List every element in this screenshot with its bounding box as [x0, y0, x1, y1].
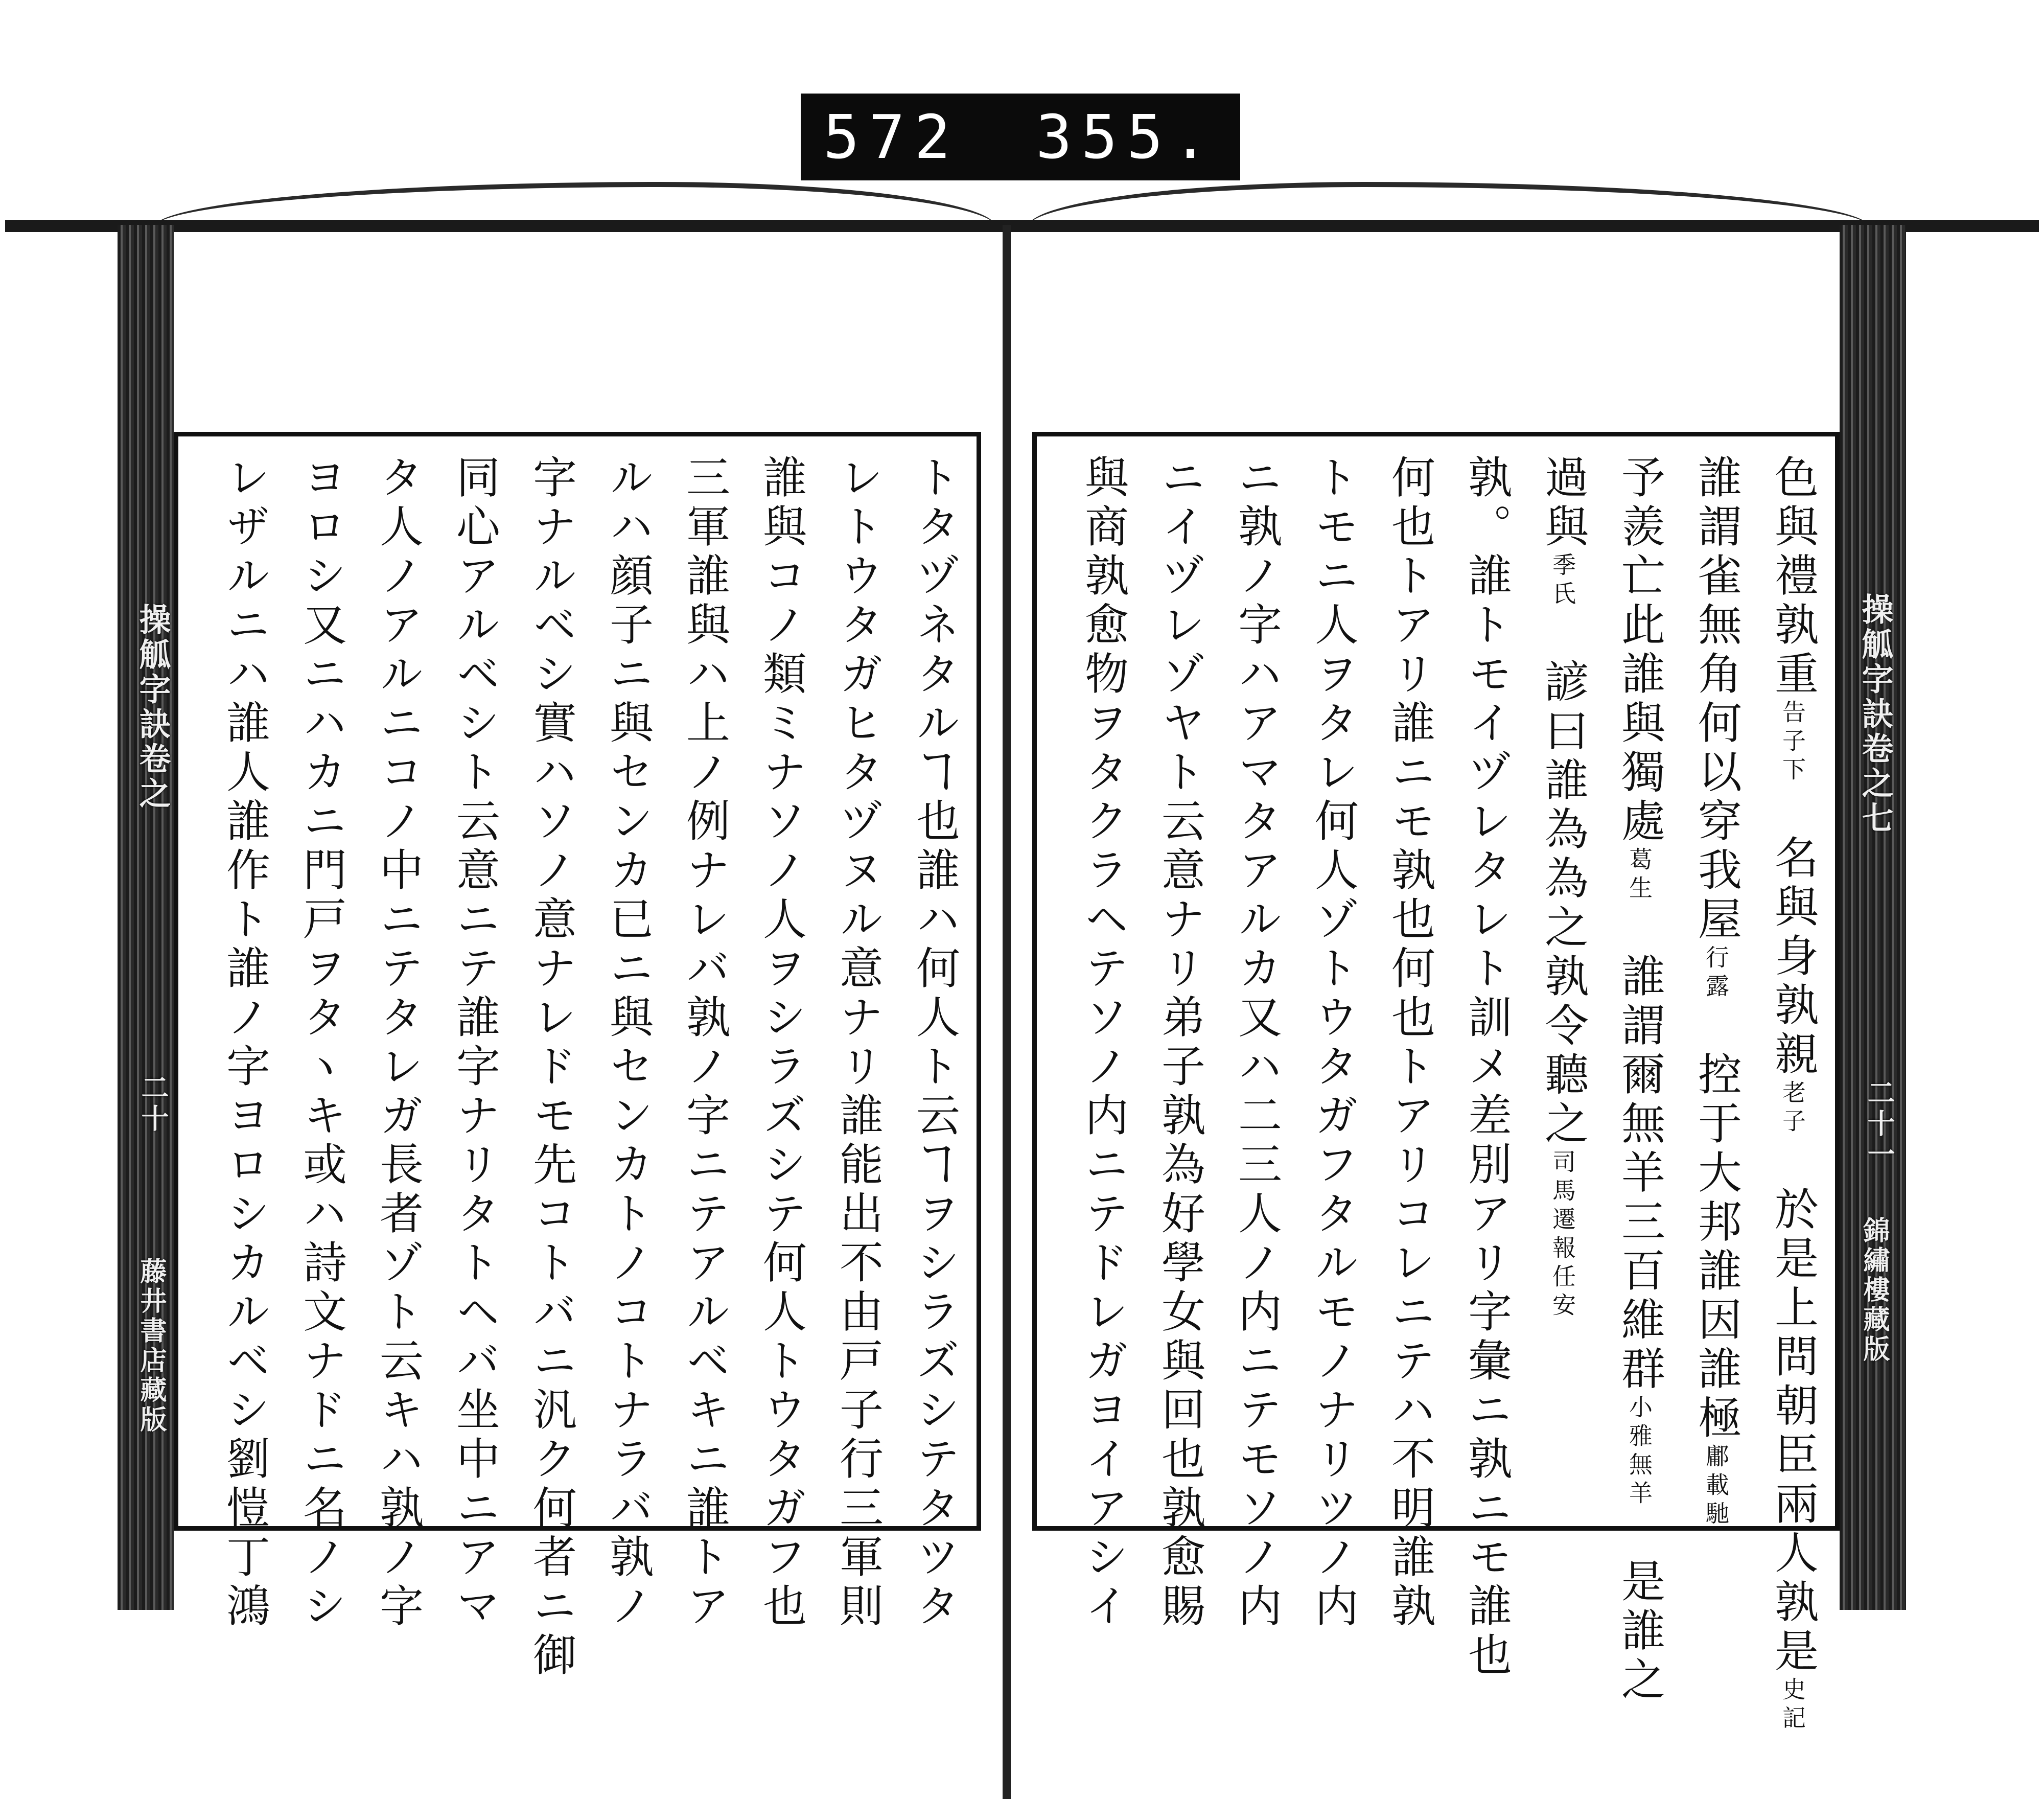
text-column: 誰與コノ類ミナソノ人ヲシラズシテ何人トウタガフ也: [755, 454, 806, 1632]
text-column: ヨロシ又ニハカニ門戸ヲタヽキ或ハ詩文ナドニ名ノシ: [295, 454, 346, 1632]
right-page-edge: [1840, 225, 1906, 1610]
right-fore-edge-publisher: 錦繡樓藏版: [1859, 1216, 1890, 1365]
left-page-frame: [174, 432, 981, 1681]
text-column: ニ孰ノ字ハアマタアルカ又ハ二三人ノ内ニテモソノ内: [1230, 454, 1282, 1632]
book-top-edge: [5, 220, 2039, 232]
text-column: 同心アルベシト云意ニテ誰字ナリタトヘバ坐中ニアマ: [449, 454, 500, 1632]
text-column: トタヅネタルヿ也誰ハ何人ト云ヿヲシラズシテタツタ: [909, 454, 960, 1632]
text-column: 色與禮孰重告子下 名與身孰親老子 於是上問朝臣兩人孰是史記: [1767, 454, 1818, 1734]
text-column: レトウタガヒタヅヌル意ナリ誰能出不由戸子行三軍則: [832, 454, 883, 1632]
scan-label: [801, 94, 1240, 180]
left-fore-edge-title: 操觚字訣卷之: [134, 603, 171, 812]
label-right-number: 355.: [1035, 102, 1218, 172]
right-fore-edge-page-number: 二十一: [1863, 1078, 1896, 1170]
text-column: 字ナルベシ實ハソノ意ナレドモ先コトバニ汎ク何者ニ御: [525, 454, 576, 1681]
book-gutter: [1003, 225, 1011, 1799]
text-column: トモニ人ヲタレ何人ゾトウタガフタルモノナリツノ内: [1307, 454, 1358, 1632]
text-column: 孰。誰トモイヅレタレト訓メ差別アリ字彙ニ孰ニモ誰也: [1460, 454, 1512, 1681]
text-column: タ人ノアルニコノ中ニテタレガ長者ゾト云キハ孰ノ字: [372, 454, 423, 1632]
text-column: 三軍誰與ハ上ノ例ナレバ孰ノ字ニテアルベキニ誰トア: [679, 454, 730, 1632]
text-column: 何也トアリ誰ニモ孰也何也トアリコレニテハ不明誰孰: [1384, 454, 1435, 1632]
text-column: 誰謂雀無角何以穿我屋行露 控于大邦誰因誰極鄘載馳: [1690, 454, 1741, 1530]
left-fore-edge-publisher: 藤井書店藏版: [135, 1257, 167, 1435]
text-column: 與商孰愈物ヲタクラヘテソノ内ニテドレガヨイアシイ: [1077, 454, 1128, 1632]
text-column: 予羨亡此誰與獨處葛生 誰謂爾無羊三百維群小雅無羊 是誰之: [1614, 454, 1665, 1705]
text-column: 過與季氏 諺曰誰為為之孰令聽之司馬遷報任安: [1537, 454, 1588, 1321]
text-column: ルハ顔子ニ與センカ已ニ與センカトノコトナラバ孰ノ: [602, 454, 653, 1632]
label-left-number: 572: [823, 102, 960, 172]
text-column: レザルニハ誰人誰作ト誰ノ字ヨロシカルベシ劉愷丁鴻: [219, 454, 270, 1632]
right-page-frame: [1032, 432, 1840, 1734]
left-fore-edge-page-number: 二十: [137, 1073, 170, 1135]
text-column: ニイヅレゾヤト云意ナリ弟子孰為好學女與回也孰愈賜: [1154, 454, 1205, 1632]
right-fore-edge-title: 操觚字訣卷之七: [1856, 593, 1894, 836]
